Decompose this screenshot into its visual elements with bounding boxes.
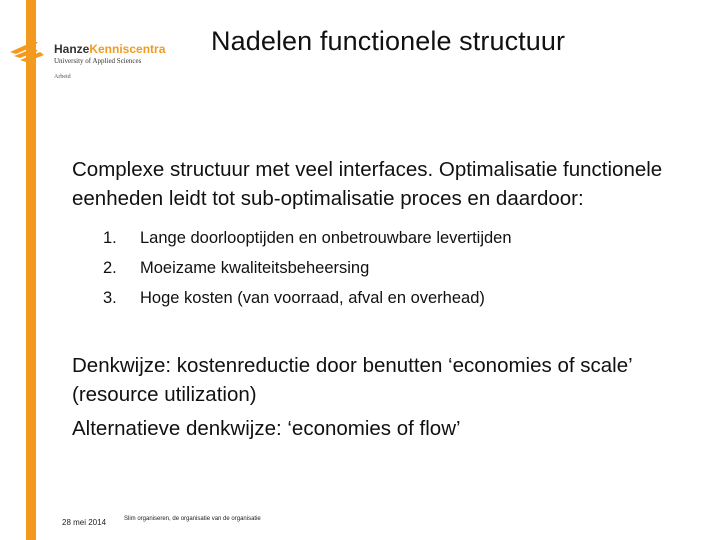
footer-text: Slim organiseren, de organisatie van de organisatie xyxy=(124,516,261,522)
consequences-list xyxy=(72,223,672,313)
logo-department: Arbeid xyxy=(54,74,71,80)
paragraph-denkwijze: Denkwijze: kostenreductie door benutten ‘economies of scale’ (resource utilization) xyxy=(72,354,632,406)
logo-subtitle: University of Applied Sciences xyxy=(54,57,142,65)
list-item: 2. Moeizame kwaliteitsbeheersing xyxy=(103,259,370,277)
hanze-logo-icon xyxy=(8,38,52,68)
slide-content xyxy=(72,156,672,444)
list-item: 1. Lange doorlooptijden en onbetrouwbare levertijden xyxy=(103,229,512,247)
paragraph-alternatief: Alternatieve denkwijze: ‘economies of flow’ xyxy=(72,417,461,440)
paragraph-structure: Complexe structuur met veel interfaces. Optimalisatie functionele eenheden leidt tot sub-optimalisatie proces en daardoor: xyxy=(72,158,663,210)
logo xyxy=(8,34,178,90)
slide-title: Nadelen functionele structuur xyxy=(211,26,566,56)
footer-date: 28 mei 2014 xyxy=(62,518,107,527)
list-item: 3. Hoge kosten (van voorraad, afval en overhead) xyxy=(103,289,485,307)
logo-name: HanzeKenniscentra xyxy=(54,42,166,56)
